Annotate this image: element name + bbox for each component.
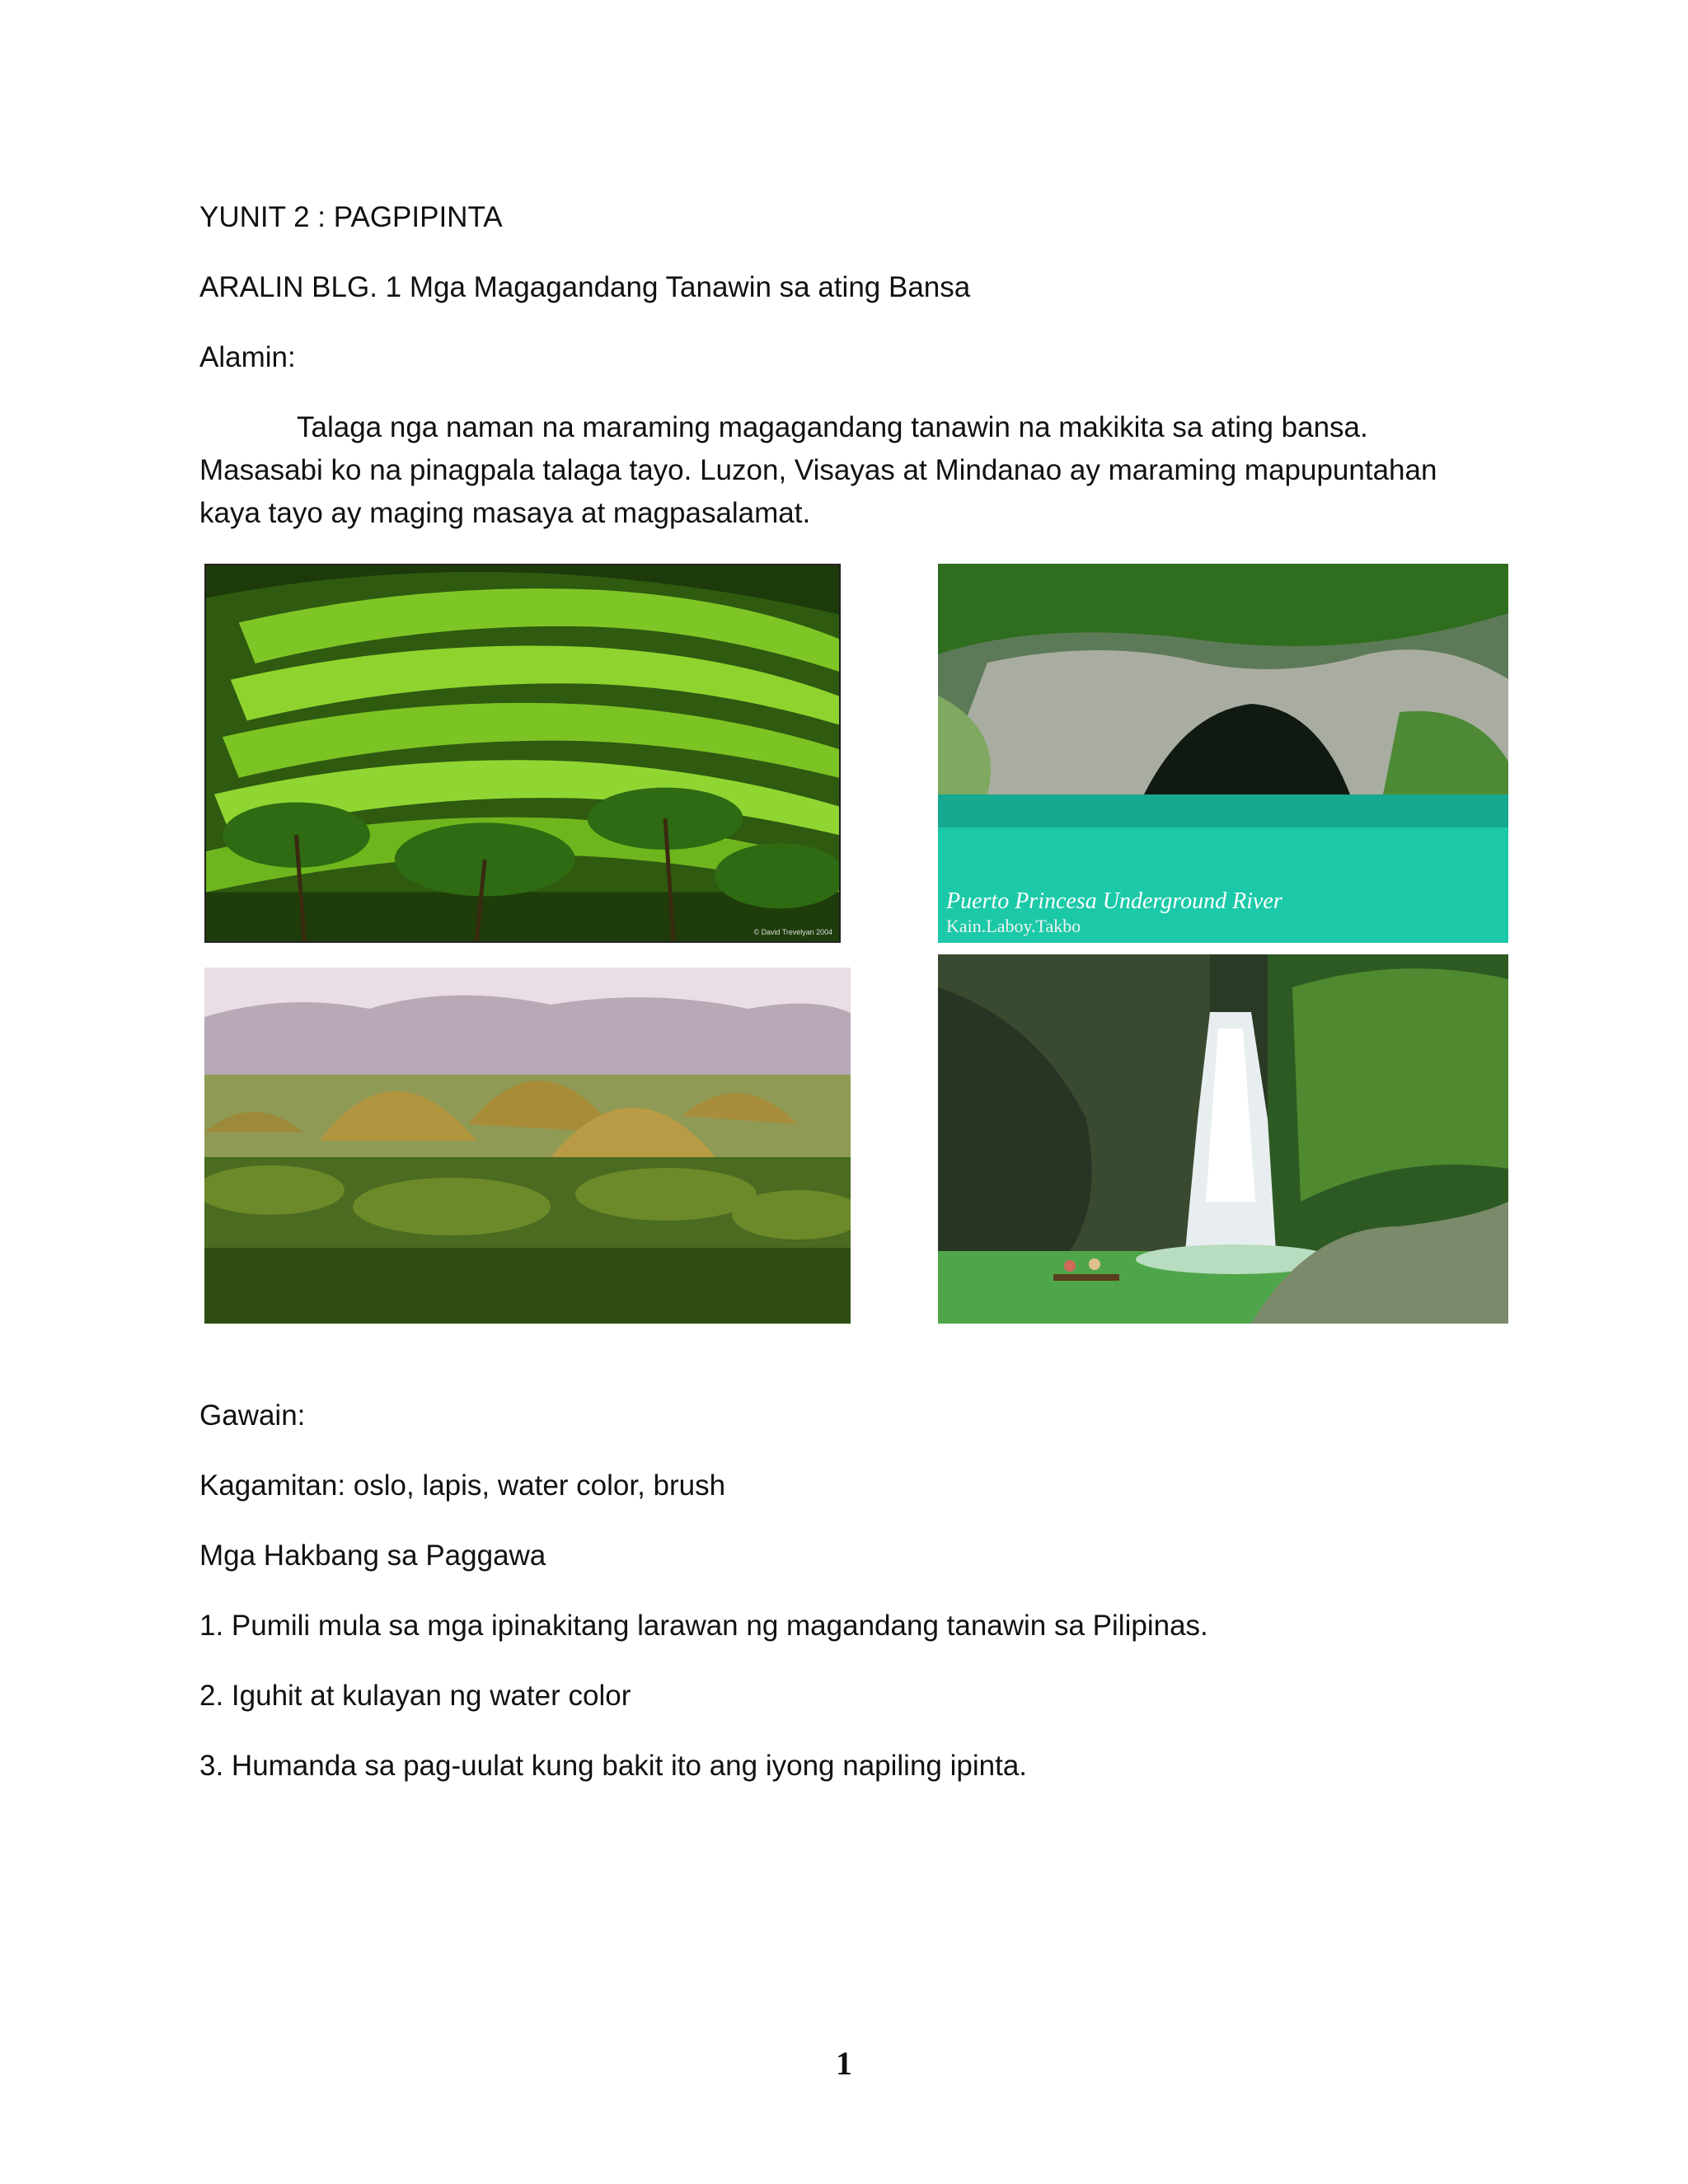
underground-river-credit: Kain.Laboy.Takbo — [946, 916, 1081, 936]
rice-terraces-credit: © David Trevelyan 2004 — [753, 928, 833, 937]
gawain-label: Gawain: — [199, 1399, 306, 1432]
step-item: 1. Pumili mula sa mga ipinakitang larawan ng magandang tanawin sa Pilipinas. — [199, 1610, 1208, 1642]
intro-paragraph: Talaga nga naman na maraming magagandang tanawin na makikita sa ating bansa. Masasabi ko na pinagpala talaga tayo. Luzon, Visayas at Mindanao ay maraming mapupuntahan kaya tayo ay maging masaya at magpasalamat. — [199, 411, 1437, 529]
page-number: 1 — [836, 2045, 852, 2082]
step-item: 2. Iguhit at kulayan ng water color — [199, 1680, 631, 1712]
lesson-title: ARALIN BLG. 1 Mga Magagandang Tanawin sa ating Bansa — [199, 271, 971, 303]
chocolate-hills-photo — [204, 968, 851, 1324]
materials-line: Kagamitan: oslo, lapis, water color, brush — [199, 1469, 726, 1502]
waterfall-photo — [938, 954, 1508, 1324]
underground-river-photo — [938, 564, 1508, 943]
alamin-label: Alamin: — [199, 341, 296, 373]
underground-river-caption: Puerto Princesa Underground River — [946, 888, 1282, 914]
unit-heading: YUNIT 2 : PAGPIPINTA — [199, 201, 503, 233]
rice-terraces-photo — [204, 564, 841, 943]
step-item: 3. Humanda sa pag-uulat kung bakit ito ang iyong napiling ipinta. — [199, 1750, 1028, 1782]
steps-title: Mga Hakbang sa Paggawa — [199, 1540, 546, 1572]
